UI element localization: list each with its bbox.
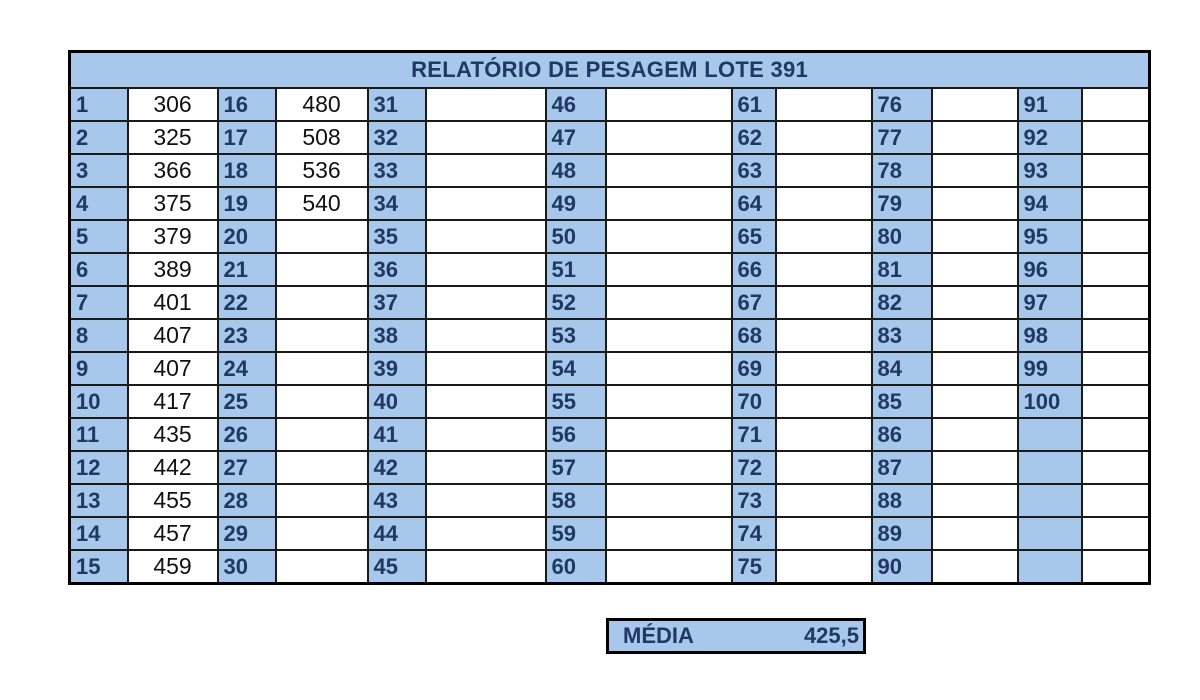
weight-cell: 536 [276, 154, 368, 187]
weight-cell [776, 484, 872, 517]
weight-cell [606, 220, 732, 253]
animal-number-cell: 53 [546, 319, 606, 352]
weight-cell [1082, 220, 1150, 253]
weight-cell [1082, 187, 1150, 220]
weight-cell [1082, 286, 1150, 319]
animal-number-cell: 97 [1018, 286, 1082, 319]
animal-number-cell: 52 [546, 286, 606, 319]
weight-cell [1082, 418, 1150, 451]
animal-number-cell: 96 [1018, 253, 1082, 286]
weight-cell [1082, 352, 1150, 385]
weight-cell: 480 [276, 88, 368, 121]
animal-number-cell: 67 [732, 286, 776, 319]
weight-cell [606, 451, 732, 484]
weight-cell [426, 319, 546, 352]
weight-cell [932, 385, 1018, 418]
weight-cell [426, 451, 546, 484]
animal-number-cell: 71 [732, 418, 776, 451]
animal-number-cell: 94 [1018, 187, 1082, 220]
weight-cell: 459 [128, 550, 218, 584]
table-row [70, 187, 1150, 220]
animal-number-cell: 56 [546, 418, 606, 451]
animal-number-cell: 91 [1018, 88, 1082, 121]
animal-number-cell: 79 [872, 187, 932, 220]
title-row [70, 52, 1150, 89]
animal-number-cell: 8 [70, 319, 128, 352]
animal-number-cell: 81 [872, 253, 932, 286]
animal-number-cell: 6 [70, 253, 128, 286]
animal-number-cell: 51 [546, 253, 606, 286]
animal-number-cell: 11 [70, 418, 128, 451]
weight-cell [606, 418, 732, 451]
animal-number-cell: 41 [368, 418, 426, 451]
animal-number-cell [1018, 418, 1082, 451]
animal-number-cell: 86 [872, 418, 932, 451]
animal-number-cell: 18 [218, 154, 276, 187]
animal-number-cell: 72 [732, 451, 776, 484]
weight-cell [606, 319, 732, 352]
weight-cell [276, 253, 368, 286]
animal-number-cell: 23 [218, 319, 276, 352]
animal-number-cell: 78 [872, 154, 932, 187]
weight-cell [932, 88, 1018, 121]
animal-number-cell: 57 [546, 451, 606, 484]
animal-number-cell: 46 [546, 88, 606, 121]
animal-number-cell: 93 [1018, 154, 1082, 187]
animal-number-cell [1018, 451, 1082, 484]
animal-number-cell: 70 [732, 385, 776, 418]
animal-number-cell: 35 [368, 220, 426, 253]
animal-number-cell: 32 [368, 121, 426, 154]
animal-number-cell: 48 [546, 154, 606, 187]
weight-cell [1082, 154, 1150, 187]
weight-cell [932, 517, 1018, 550]
animal-number-cell: 95 [1018, 220, 1082, 253]
animal-number-cell: 15 [70, 550, 128, 584]
table-row [70, 352, 1150, 385]
weight-cell [776, 550, 872, 584]
weight-cell [276, 319, 368, 352]
animal-number-cell: 40 [368, 385, 426, 418]
weight-cell [426, 253, 546, 286]
weight-cell [426, 286, 546, 319]
animal-number-cell: 30 [218, 550, 276, 584]
weight-cell [1082, 319, 1150, 352]
animal-number-cell: 60 [546, 550, 606, 584]
weight-cell [776, 319, 872, 352]
weight-cell [606, 121, 732, 154]
weight-cell [426, 418, 546, 451]
animal-number-cell: 19 [218, 187, 276, 220]
animal-number-cell: 100 [1018, 385, 1082, 418]
animal-number-cell: 92 [1018, 121, 1082, 154]
animal-number-cell: 84 [872, 352, 932, 385]
weight-cell [606, 154, 732, 187]
weight-cell [606, 385, 732, 418]
table-row [70, 220, 1150, 253]
weight-cell [426, 121, 546, 154]
weight-cell [276, 220, 368, 253]
weight-cell [426, 517, 546, 550]
animal-number-cell: 80 [872, 220, 932, 253]
table-row [70, 484, 1150, 517]
table-row [70, 550, 1150, 584]
weight-cell [276, 286, 368, 319]
weight-cell [276, 451, 368, 484]
weight-cell [1082, 550, 1150, 584]
weight-cell: 389 [128, 253, 218, 286]
table-row [70, 451, 1150, 484]
animal-number-cell: 49 [546, 187, 606, 220]
weight-cell [776, 286, 872, 319]
table-row [70, 121, 1150, 154]
weight-cell [426, 88, 546, 121]
animal-number-cell: 7 [70, 286, 128, 319]
animal-number-cell: 62 [732, 121, 776, 154]
animal-number-cell: 47 [546, 121, 606, 154]
weight-cell [1082, 484, 1150, 517]
animal-number-cell: 29 [218, 517, 276, 550]
weight-cell [776, 385, 872, 418]
animal-number-cell: 42 [368, 451, 426, 484]
animal-number-cell: 37 [368, 286, 426, 319]
average-value: 425,5 [803, 623, 859, 648]
table-row [70, 286, 1150, 319]
animal-number-cell: 12 [70, 451, 128, 484]
weight-cell [426, 154, 546, 187]
weight-cell [776, 121, 872, 154]
animal-number-cell: 3 [70, 154, 128, 187]
animal-number-cell: 44 [368, 517, 426, 550]
weight-cell: 366 [128, 154, 218, 187]
weight-cell [276, 550, 368, 584]
animal-number-cell [1018, 550, 1082, 584]
animal-number-cell: 61 [732, 88, 776, 121]
animal-number-cell: 34 [368, 187, 426, 220]
animal-number-cell: 22 [218, 286, 276, 319]
animal-number-cell: 2 [70, 121, 128, 154]
weight-cell [606, 253, 732, 286]
animal-number-cell: 76 [872, 88, 932, 121]
animal-number-cell: 10 [70, 385, 128, 418]
animal-number-cell: 74 [732, 517, 776, 550]
animal-number-cell: 85 [872, 385, 932, 418]
weight-cell [932, 187, 1018, 220]
table-row [70, 517, 1150, 550]
weight-cell [1082, 253, 1150, 286]
animal-number-cell: 63 [732, 154, 776, 187]
weight-cell: 306 [128, 88, 218, 121]
animal-number-cell: 82 [872, 286, 932, 319]
animal-number-cell: 17 [218, 121, 276, 154]
animal-number-cell: 66 [732, 253, 776, 286]
weight-cell [932, 550, 1018, 584]
weight-cell [1082, 517, 1150, 550]
table-row [70, 418, 1150, 451]
animal-number-cell: 33 [368, 154, 426, 187]
animal-number-cell: 4 [70, 187, 128, 220]
animal-number-cell: 83 [872, 319, 932, 352]
animal-number-cell: 36 [368, 253, 426, 286]
weight-cell: 442 [128, 451, 218, 484]
weight-cell [276, 484, 368, 517]
weight-cell [776, 517, 872, 550]
animal-number-cell: 16 [218, 88, 276, 121]
animal-number-cell: 27 [218, 451, 276, 484]
animal-number-cell: 5 [70, 220, 128, 253]
animal-number-cell: 54 [546, 352, 606, 385]
weight-cell: 407 [128, 352, 218, 385]
weight-cell [276, 385, 368, 418]
weight-cell [932, 253, 1018, 286]
animal-number-cell: 89 [872, 517, 932, 550]
animal-number-cell [1018, 517, 1082, 550]
weight-cell [932, 319, 1018, 352]
animal-number-cell: 26 [218, 418, 276, 451]
table-row [70, 385, 1150, 418]
animal-number-cell: 69 [732, 352, 776, 385]
animal-number-cell: 64 [732, 187, 776, 220]
weight-cell: 417 [128, 385, 218, 418]
animal-number-cell: 25 [218, 385, 276, 418]
animal-number-cell [1018, 484, 1082, 517]
weight-cell [606, 550, 732, 584]
weight-cell [426, 385, 546, 418]
animal-number-cell: 28 [218, 484, 276, 517]
weight-cell [606, 484, 732, 517]
weight-cell [776, 220, 872, 253]
average-label: MÉDIA [623, 623, 694, 648]
weight-cell: 455 [128, 484, 218, 517]
weight-cell: 407 [128, 319, 218, 352]
weight-cell [932, 121, 1018, 154]
weight-cell [276, 418, 368, 451]
animal-number-cell: 39 [368, 352, 426, 385]
table-row [70, 88, 1150, 121]
weight-cell: 401 [128, 286, 218, 319]
weight-cell [932, 451, 1018, 484]
weight-cell: 379 [128, 220, 218, 253]
animal-number-cell: 99 [1018, 352, 1082, 385]
weight-cell [1082, 451, 1150, 484]
weight-cell [776, 253, 872, 286]
weight-cell [776, 451, 872, 484]
animal-number-cell: 73 [732, 484, 776, 517]
weight-cell [426, 187, 546, 220]
animal-number-cell: 77 [872, 121, 932, 154]
weight-cell [776, 187, 872, 220]
weight-cell: 375 [128, 187, 218, 220]
weight-cell [776, 154, 872, 187]
weight-cell [426, 484, 546, 517]
animal-number-cell: 98 [1018, 319, 1082, 352]
weight-cell [932, 154, 1018, 187]
weight-cell: 540 [276, 187, 368, 220]
weight-cell [932, 418, 1018, 451]
animal-number-cell: 88 [872, 484, 932, 517]
weight-cell [426, 550, 546, 584]
weight-cell [606, 517, 732, 550]
weight-cell [776, 352, 872, 385]
weight-cell [276, 517, 368, 550]
animal-number-cell: 24 [218, 352, 276, 385]
weight-cell [932, 220, 1018, 253]
animal-number-cell: 13 [70, 484, 128, 517]
weight-cell [932, 352, 1018, 385]
animal-number-cell: 75 [732, 550, 776, 584]
animal-number-cell: 43 [368, 484, 426, 517]
weight-cell [1082, 385, 1150, 418]
weight-cell [426, 220, 546, 253]
weight-cell [932, 286, 1018, 319]
weight-cell: 508 [276, 121, 368, 154]
weight-cell [776, 418, 872, 451]
animal-number-cell: 9 [70, 352, 128, 385]
weighing-report-table [68, 50, 1151, 585]
table-row [70, 253, 1150, 286]
animal-number-cell: 87 [872, 451, 932, 484]
weight-cell [932, 484, 1018, 517]
table-row [70, 319, 1150, 352]
animal-number-cell: 14 [70, 517, 128, 550]
average-box [606, 618, 866, 654]
weight-cell: 325 [128, 121, 218, 154]
animal-number-cell: 90 [872, 550, 932, 584]
weight-cell: 457 [128, 517, 218, 550]
animal-number-cell: 1 [70, 88, 128, 121]
weight-cell [606, 352, 732, 385]
animal-number-cell: 55 [546, 385, 606, 418]
animal-number-cell: 59 [546, 517, 606, 550]
weight-cell [426, 352, 546, 385]
animal-number-cell: 65 [732, 220, 776, 253]
animal-number-cell: 21 [218, 253, 276, 286]
animal-number-cell: 31 [368, 88, 426, 121]
weight-cell [606, 88, 732, 121]
animal-number-cell: 38 [368, 319, 426, 352]
animal-number-cell: 45 [368, 550, 426, 584]
weight-cell: 435 [128, 418, 218, 451]
animal-number-cell: 50 [546, 220, 606, 253]
weight-cell [1082, 121, 1150, 154]
weight-cell [1082, 88, 1150, 121]
animal-number-cell: 20 [218, 220, 276, 253]
animal-number-cell: 68 [732, 319, 776, 352]
weight-cell [776, 88, 872, 121]
table-row [70, 154, 1150, 187]
report-title: RELATÓRIO DE PESAGEM LOTE 391 [70, 52, 1150, 89]
weight-cell [606, 187, 732, 220]
weight-cell [276, 352, 368, 385]
weight-cell [606, 286, 732, 319]
animal-number-cell: 58 [546, 484, 606, 517]
